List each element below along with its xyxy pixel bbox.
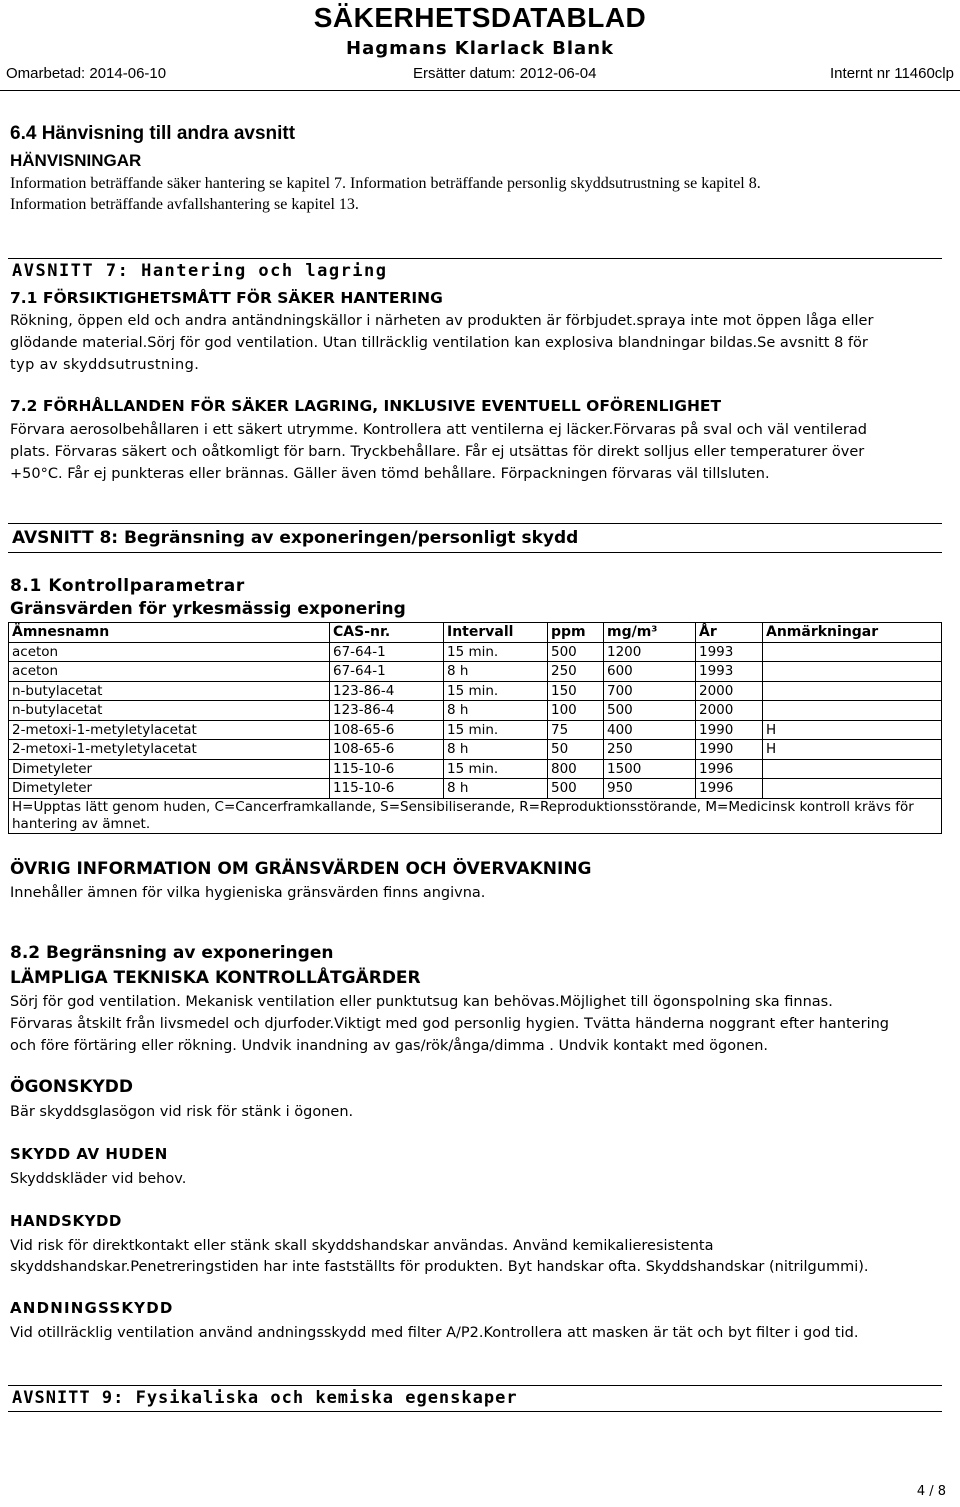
eye-protection-heading: ÖGONSKYDD (10, 1077, 134, 1097)
cell-year: 1993 (696, 662, 763, 682)
section-7-2-line-3: +50°C. Får ej punkteras eller brännas. Gäller även tömd behållare. Förpackningen förvaras väl tillsluten. (10, 466, 770, 482)
exposure-limits-table (8, 622, 942, 834)
technical-controls-line-3: och före förtäring eller rökning. Undvik inandning av gas/rök/ånga/dimma . Undvik kontakt med ögonen. (10, 1038, 769, 1054)
hand-protection-heading: HANDSKYDD (10, 1212, 122, 1230)
cell-year: 1996 (696, 779, 763, 799)
cell-substance: aceton (9, 642, 330, 662)
internal-number: Internt nr 11460clp (830, 65, 954, 82)
col-header-year: År (696, 623, 763, 643)
cell-year: 2000 (696, 681, 763, 701)
table-row (9, 779, 942, 799)
col-header-remarks: Anmärkningar (763, 623, 942, 643)
table-row (9, 740, 942, 760)
cell-cas: 123-86-4 (330, 701, 444, 721)
table-row (9, 681, 942, 701)
cell-mgm3: 1500 (604, 759, 696, 779)
section-7-1-heading: 7.1 FÖRSIKTIGHETSMÅTT FÖR SÄKER HANTERING (10, 289, 443, 307)
cell-cas: 115-10-6 (330, 779, 444, 799)
cell-interval: 8 h (444, 779, 548, 799)
cell-ppm: 250 (548, 662, 604, 682)
cell-year: 1993 (696, 642, 763, 662)
cell-cas: 123-86-4 (330, 681, 444, 701)
section-7-2-line-2: plats. Förvaras säkert och oåtkomligt för barn. Tryckbehållare. Får ej utsättas för direkt solljus eller temperaturer över (10, 444, 865, 460)
section-9-divider (8, 1385, 942, 1386)
cell-interval: 15 min. (444, 642, 548, 662)
replaces-value: 2012-06-04 (519, 65, 597, 82)
cell-year: 1996 (696, 759, 763, 779)
cell-substance: Dimetyleter (9, 779, 330, 799)
cell-year: 2000 (696, 701, 763, 721)
table-row (9, 701, 942, 721)
other-info-heading: ÖVRIG INFORMATION OM GRÄNSVÄRDEN OCH ÖVERVAKNING (10, 859, 592, 879)
cell-mgm3: 1200 (604, 642, 696, 662)
section-9-underline (8, 1411, 942, 1412)
cell-cas: 115-10-6 (330, 759, 444, 779)
table-row (9, 662, 942, 682)
cell-remarks (763, 779, 942, 799)
table-legend-note: H=Upptas lätt genom huden, C=Cancerframkallande, S=Sensibiliserande, R=Reproduktionsstörande, M=Medicinsk kontroll krävs för hantering av ämnet. (9, 798, 942, 833)
cell-ppm: 150 (548, 681, 604, 701)
page-number: 4 / 8 (916, 1484, 946, 1499)
references-line-2: Information beträffande avfallshantering se kapitel 13. (10, 196, 359, 213)
other-info-text: Innehåller ämnen för vilka hygieniska gränsvärden finns angivna. (10, 885, 486, 901)
hand-protection-line-2: skyddshandskar.Penetreringstiden har inte fastställts för produkten. Byt handskar ofta. Skyddshandskar (nitrilgummi). (10, 1259, 869, 1275)
cell-mgm3: 400 (604, 720, 696, 740)
table-header-row (9, 623, 942, 643)
cell-mgm3: 950 (604, 779, 696, 799)
skin-protection-text: Skyddskläder vid behov. (10, 1171, 187, 1187)
col-header-ppm: ppm (548, 623, 604, 643)
cell-interval: 8 h (444, 740, 548, 760)
cell-mgm3: 700 (604, 681, 696, 701)
section-7-heading: AVSNITT 7: Hantering och lagring (12, 261, 388, 281)
table-row (9, 720, 942, 740)
section-8-2-heading: 8.2 Begränsning av exponeringen (10, 943, 334, 963)
cell-cas: 67-64-1 (330, 642, 444, 662)
cell-substance: 2-metoxi-1-metyletylacetat (9, 720, 330, 740)
references-line-1: Information beträffande säker hantering se kapitel 7. Information beträffande personlig skyddsutrustning se kapitel 8. (10, 175, 761, 192)
col-header-mgm3: mg/m³ (604, 623, 696, 643)
section-7-1-line-1: Rökning, öppen eld och andra antändningskällor i närheten av produkten är förbjudet.spraya inte mot öppen låga eller (10, 313, 874, 329)
col-header-substance: Ämnesnamn (9, 623, 330, 643)
col-header-interval: Intervall (444, 623, 548, 643)
cell-ppm: 50 (548, 740, 604, 760)
cell-mgm3: 250 (604, 740, 696, 760)
section-8-heading: AVSNITT 8: Begränsning av exponeringen/personligt skydd (12, 528, 579, 548)
cell-remarks: H (763, 740, 942, 760)
cell-substance: n-butylacetat (9, 701, 330, 721)
cell-cas: 108-65-6 (330, 720, 444, 740)
references-heading: HÄNVISNINGAR (10, 151, 142, 170)
cell-cas: 67-64-1 (330, 662, 444, 682)
cell-substance: 2-metoxi-1-metyletylacetat (9, 740, 330, 760)
cell-substance: Dimetyleter (9, 759, 330, 779)
revised-date: Omarbetad: 2014-06-10 (6, 65, 167, 82)
exposure-limits-heading: Gränsvärden för yrkesmässig exponering (10, 599, 406, 619)
cell-year: 1990 (696, 740, 763, 760)
cell-interval: 8 h (444, 701, 548, 721)
section-7-1-line-2: glödande material.Sörj för god ventilation. Utan tillräcklig ventilation kan explosiva blandningar bildas.Se avsnitt 8 för (10, 335, 868, 351)
section-7-2-line-1: Förvara aerosolbehållaren i ett säkert utrymme. Kontrollera att ventilerna ej läcker.Förvaras på sval och väl ventilerad (10, 422, 867, 438)
respiratory-protection-text: Vid otillräcklig ventilation använd andningsskydd med filter A/P2.Kontrollera att masken är tät och byt filter i god tid. (10, 1325, 859, 1341)
cell-ppm: 75 (548, 720, 604, 740)
section-8-1-heading: 8.1 Kontrollparametrar (10, 576, 245, 596)
skin-protection-heading: SKYDD AV HUDEN (10, 1145, 168, 1163)
cell-mgm3: 600 (604, 662, 696, 682)
eye-protection-text: Bär skyddsglasögon vid risk för stänk i ögonen. (10, 1104, 354, 1120)
technical-controls-line-1: Sörj för god ventilation. Mekanisk ventilation eller punktutsug kan behövas.Möjlighet till ögonspolning ska finnas. (10, 994, 833, 1010)
cell-remarks (763, 759, 942, 779)
cell-interval: 8 h (444, 662, 548, 682)
cell-ppm: 100 (548, 701, 604, 721)
technical-controls-line-2: Förvaras åtskilt från livsmedel och djurfoder.Viktigt med god personlig hygien. Tvätta händerna noggrant efter hantering (10, 1016, 889, 1032)
cell-substance: aceton (9, 662, 330, 682)
cell-substance: n-butylacetat (9, 681, 330, 701)
document-title: SÄKERHETSDATABLAD (313, 2, 647, 33)
technical-controls-heading: LÄMPLIGA TEKNISKA KONTROLLÅTGÄRDER (10, 968, 421, 988)
cell-remarks (763, 662, 942, 682)
section-8-divider (8, 523, 942, 524)
cell-mgm3: 500 (604, 701, 696, 721)
table-row (9, 759, 942, 779)
section-8-underline (8, 552, 942, 553)
cell-ppm: 500 (548, 779, 604, 799)
cell-remarks (763, 701, 942, 721)
section-9-heading: AVSNITT 9: Fysikaliska och kemiska egenskaper (12, 1388, 518, 1408)
cell-remarks: H (763, 720, 942, 740)
cell-year: 1990 (696, 720, 763, 740)
table-row (9, 642, 942, 662)
section-7-2-heading: 7.2 FÖRHÅLLANDEN FÖR SÄKER LAGRING, INKLUSIVE EVENTUELL OFÖRENLIGHET (10, 397, 722, 415)
section-7-divider (8, 258, 942, 259)
section-7-1-line-3: typ av skyddsutrustning. (10, 357, 200, 373)
respiratory-protection-heading: ANDNINGSSKYDD (10, 1299, 174, 1317)
table-note-row (9, 798, 942, 833)
replaces-label: Ersätter datum: (413, 65, 516, 82)
cell-ppm: 500 (548, 642, 604, 662)
cell-remarks (763, 681, 942, 701)
cell-ppm: 800 (548, 759, 604, 779)
col-header-cas: CAS-nr. (330, 623, 444, 643)
header-divider (0, 90, 960, 91)
product-name: Hagmans Klarlack Blank (346, 38, 614, 59)
cell-interval: 15 min. (444, 681, 548, 701)
cell-cas: 108-65-6 (330, 740, 444, 760)
replaces-date (413, 65, 596, 82)
cell-remarks (763, 642, 942, 662)
hand-protection-line-1: Vid risk för direktkontakt eller stänk skall skyddshandskar användas. Använd kemikalieresistenta (10, 1238, 714, 1254)
cell-interval: 15 min. (444, 759, 548, 779)
section-6-4-heading: 6.4 Hänvisning till andra avsnitt (10, 123, 296, 144)
cell-interval: 15 min. (444, 720, 548, 740)
